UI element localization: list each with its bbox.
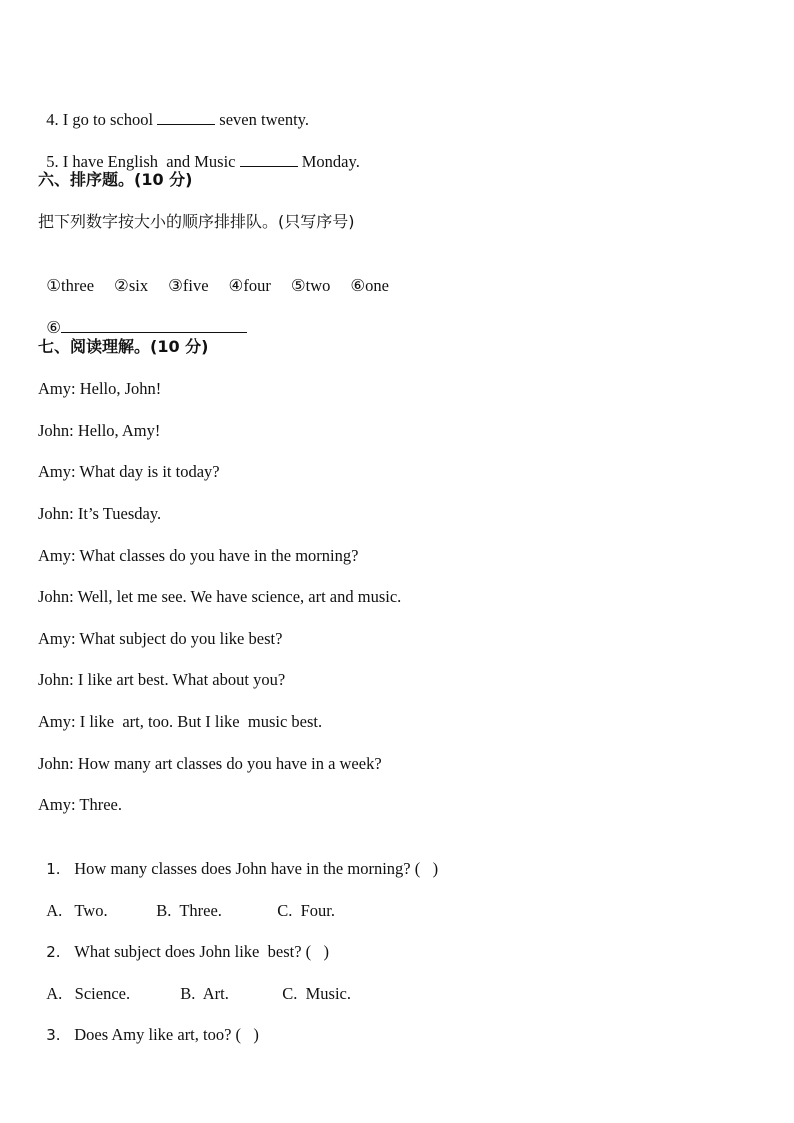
question-2-choices bbox=[38, 961, 351, 1005]
option-item: ②six bbox=[114, 276, 149, 295]
question-5-text-before: 5. I have English and Music bbox=[46, 152, 240, 171]
question-number: 2. bbox=[46, 943, 61, 961]
answer-blank[interactable] bbox=[61, 316, 247, 333]
question-4 bbox=[38, 86, 309, 131]
question-1 bbox=[38, 836, 438, 880]
dialogue-line: Amy: What day is it today? bbox=[38, 462, 220, 481]
answer-blank[interactable] bbox=[157, 108, 215, 125]
option-item: ⑥one bbox=[350, 276, 389, 295]
question-text: What subject does John like best? ( ) bbox=[74, 942, 330, 961]
dialogue-line: John: How many art classes do you have in a week? bbox=[38, 754, 382, 773]
choice-a[interactable]: A. Two. bbox=[46, 901, 108, 920]
question-number: 1. bbox=[46, 860, 61, 878]
dialogue-line: Amy: What subject do you like best? bbox=[38, 629, 283, 648]
choice-c[interactable]: C. Music. bbox=[282, 984, 352, 1003]
dialogue-line: Amy: Three. bbox=[38, 795, 123, 814]
dialogue-line: John: Hello, Amy! bbox=[38, 421, 161, 440]
question-5 bbox=[38, 128, 360, 173]
section-6-heading: 六、排序题。(10 分) bbox=[38, 170, 193, 189]
question-text: Does Amy like art, too? ( ) bbox=[74, 1025, 259, 1044]
option-item: ⑤two bbox=[290, 276, 331, 295]
dialogue-line: Amy: What classes do you have in the morning? bbox=[38, 546, 359, 565]
question-4-text-before: 4. I go to school bbox=[46, 110, 158, 129]
choice-b[interactable]: B. Art. bbox=[180, 984, 229, 1003]
dialogue-line: John: I like art best. What about you? bbox=[38, 670, 286, 689]
choice-a[interactable]: A. Science. bbox=[46, 984, 131, 1003]
dialogue-line: Amy: Hello, John! bbox=[38, 379, 162, 398]
option-item: ③five bbox=[168, 276, 209, 295]
dialogue-line: John: Well, let me see. We have science, art and music. bbox=[38, 587, 402, 606]
section-6-instruction: 把下列数字按大小的顺序排排队。(只写序号) bbox=[38, 212, 355, 231]
question-5-text-after: Monday. bbox=[297, 152, 360, 171]
choice-c[interactable]: C. Four. bbox=[277, 901, 336, 920]
question-number: 3. bbox=[46, 1026, 61, 1044]
number-options bbox=[38, 253, 409, 297]
dialogue-line: Amy: I like art, too. But I like music best. bbox=[38, 712, 323, 731]
question-4-text-after: seven twenty. bbox=[215, 110, 309, 129]
option-item: ①three bbox=[46, 276, 95, 295]
dialogue-line: John: It’s Tuesday. bbox=[38, 504, 162, 523]
choice-b[interactable]: B. Three. bbox=[156, 901, 222, 920]
answer-blank[interactable] bbox=[240, 150, 298, 167]
answer-line bbox=[38, 294, 247, 339]
question-2 bbox=[38, 919, 329, 963]
answer-prefix: ⑥ bbox=[46, 318, 62, 337]
section-7-heading: 七、阅读理解。(10 分) bbox=[38, 337, 209, 356]
question-1-choices bbox=[38, 878, 335, 922]
question-text: How many classes does John have in the morning? ( ) bbox=[74, 859, 439, 878]
question-3 bbox=[38, 1002, 259, 1046]
option-item: ④four bbox=[228, 276, 271, 295]
